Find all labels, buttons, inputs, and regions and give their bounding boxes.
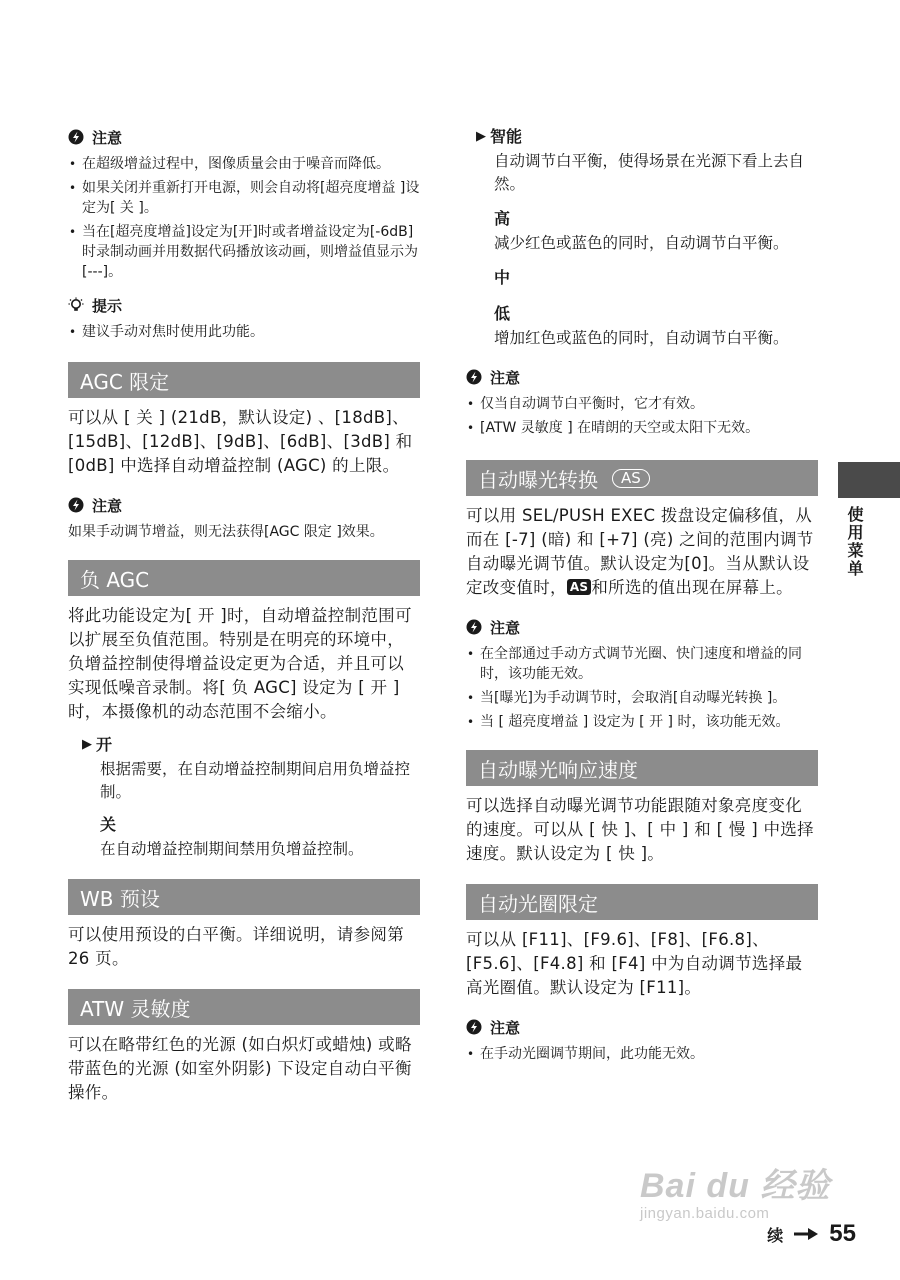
caution-icon: [68, 497, 84, 513]
page-footer: [767, 1220, 856, 1248]
option-label: 智能: [490, 127, 523, 146]
caution-item: • [ATW 灵敏度 ] 在晴朗的天空或太阳下无效。: [466, 418, 818, 438]
section-agc-limit: [68, 362, 420, 542]
section-heading: 负 AGC: [68, 560, 420, 596]
as-badge-icon: AS: [612, 469, 650, 488]
section-iris-limit: [466, 884, 818, 1064]
chapter-label: 使用菜单: [845, 506, 864, 578]
section-heading: ATW 灵敏度: [68, 989, 420, 1025]
option-desc: 减少红色或蓝色的同时，自动调节白平衡。: [494, 234, 789, 252]
option-label: 中: [494, 268, 511, 287]
default-marker-icon: ▶: [476, 129, 486, 144]
caution-title: 注意: [490, 618, 521, 637]
section-body: 将此功能设定为[ 开 ]时，自动增益控制范围可以扩展至负值范围。特别是在明亮的环境中，负增益控制使得增益设定更为合适，并且可以实现低噪音录制。将[ 负 AGC] 设定为 [ 开 ] 时，本摄像机的动态范围不会缩小。: [68, 606, 412, 721]
option-desc: 自动调节白平衡，使得场景在光源下看上去自然。: [494, 152, 805, 193]
watermark-url: jingyan.baidu.com: [640, 1205, 770, 1222]
section-body: 可以在略带红色的光源 (如白炽灯或蜡烛) 或略带蓝色的光源 (如室外阴影) 下设定自动白平衡操作。: [68, 1035, 412, 1102]
page-number: 55: [829, 1220, 856, 1247]
section-heading: 自动光圈限定: [466, 884, 818, 920]
section-negative-agc: [68, 560, 420, 861]
section-heading: 自动曝光响应速度: [466, 750, 818, 786]
caution-icon: [466, 619, 482, 635]
option-label: 开: [96, 735, 113, 754]
option-desc: 在自动增益控制期间禁用负增益控制。: [100, 840, 364, 858]
caution-title: 注意: [92, 128, 123, 147]
chapter-tab: [838, 462, 900, 498]
caution-item: • 仅当自动调节白平衡时，它才有效。: [466, 394, 818, 414]
caution-list: [466, 1044, 818, 1064]
watermark-main: Bai du 经验: [640, 1167, 831, 1205]
section-ae-speed: [466, 750, 818, 866]
caution-item: • 在全部通过手动方式调节光圈、快门速度和增益的同时，该功能无效。: [466, 644, 818, 684]
caution-block-1: [68, 126, 420, 282]
option-desc: 增加红色或蓝色的同时，自动调节白平衡。: [494, 329, 789, 347]
atw-option-list: [476, 126, 818, 350]
section-body: 可以选择自动曝光调节功能跟随对象亮度变化的速度。可以从 [ 快 ]、[ 中 ] 和 [ 慢 ] 中选择速度。默认设定为 [ 快 ]。: [466, 796, 814, 863]
caution-text: 如果手动调节增益，则无法获得[AGC 限定 ]效果。: [68, 524, 384, 540]
caution-title: 注意: [490, 1018, 521, 1037]
section-wb-preset: [68, 879, 420, 971]
section-heading: 自动曝光转换: [478, 467, 598, 492]
continued-label: 续: [767, 1225, 784, 1245]
section-ae-shift: [466, 460, 818, 732]
arrow-right-icon: [793, 1227, 819, 1241]
as-inline-icon: AS: [567, 579, 592, 595]
caution-item: • 在超级增益过程中，图像质量会由于噪音而降低。: [68, 154, 420, 174]
caution-list: [466, 644, 818, 732]
section-body: 可以使用预设的白平衡。详细说明，请参阅第 26 页。: [68, 925, 404, 968]
tip-list: [68, 322, 420, 342]
caution-icon: [466, 1019, 482, 1035]
caution-item: • 当[曝光]为手动调节时，会取消[自动曝光转换 ]。: [466, 688, 818, 708]
caution-title: 注意: [92, 496, 123, 515]
section-body: 可以用 SEL/PUSH EXEC 拨盘设定偏移值，从而在 [-7] (暗) 和 [+7] (亮) 之间的范围内调节自动曝光调节值。默认设定为[0]。当从默认设定改变值时， AS 和所选的值出现在屏幕上。: [466, 506, 814, 597]
right-column: [466, 126, 818, 1068]
caution-item: • 在手动光圈调节期间，此功能无效。: [466, 1044, 818, 1064]
caution-icon: [466, 369, 482, 385]
caution-item: • 如果关闭并重新打开电源，则会自动将[超亮度增益 ]设定为[ 关 ]。: [68, 178, 420, 218]
caution-item: • 当 [ 超亮度增益 ] 设定为 [ 开 ] 时，该功能无效。: [466, 712, 818, 732]
caution-title: 注意: [490, 368, 521, 387]
caution-list: [68, 154, 420, 282]
option-list: [82, 734, 420, 861]
option-label: 低: [494, 304, 511, 323]
section-body: 可以从 [F11]、[F9.6]、[F8]、[F6.8]、[F5.6]、[F4.8] 和 [F4] 中为自动调节选择最高光圈值。默认设定为 [F11]。: [466, 930, 803, 997]
caution-item: • 当在[超亮度增益]设定为[开]时或者增益设定为[-6dB]时录制动画并用数据代码播放该动画，则增益值显示为[---]。: [68, 222, 420, 282]
section-heading: WB 预设: [68, 879, 420, 915]
caution-list: [466, 394, 818, 438]
section-atw-sensitivity: [68, 989, 420, 1105]
tip-item: • 建议手动对焦时使用此功能。: [68, 322, 420, 342]
caution-block-atw: [466, 366, 818, 438]
section-heading: AGC 限定: [68, 362, 420, 398]
caution-icon: [68, 129, 84, 145]
option-desc: 根据需要，在自动增益控制期间启用负增益控制。: [100, 760, 411, 801]
option-label: 关: [100, 815, 117, 834]
lightbulb-icon: [68, 297, 84, 313]
tip-block: [68, 294, 420, 342]
left-column: [68, 126, 420, 1105]
option-label: 高: [494, 209, 511, 228]
default-marker-icon: ▶: [82, 737, 92, 752]
section-body: 可以从 [ 关 ] (21dB，默认设定) 、[18dB]、[15dB]、[12dB]、[9dB]、[6dB]、[3dB] 和 [0dB] 中选择自动增益控制 (AGC) 的上限。: [68, 408, 413, 475]
tip-title: 提示: [92, 296, 123, 315]
